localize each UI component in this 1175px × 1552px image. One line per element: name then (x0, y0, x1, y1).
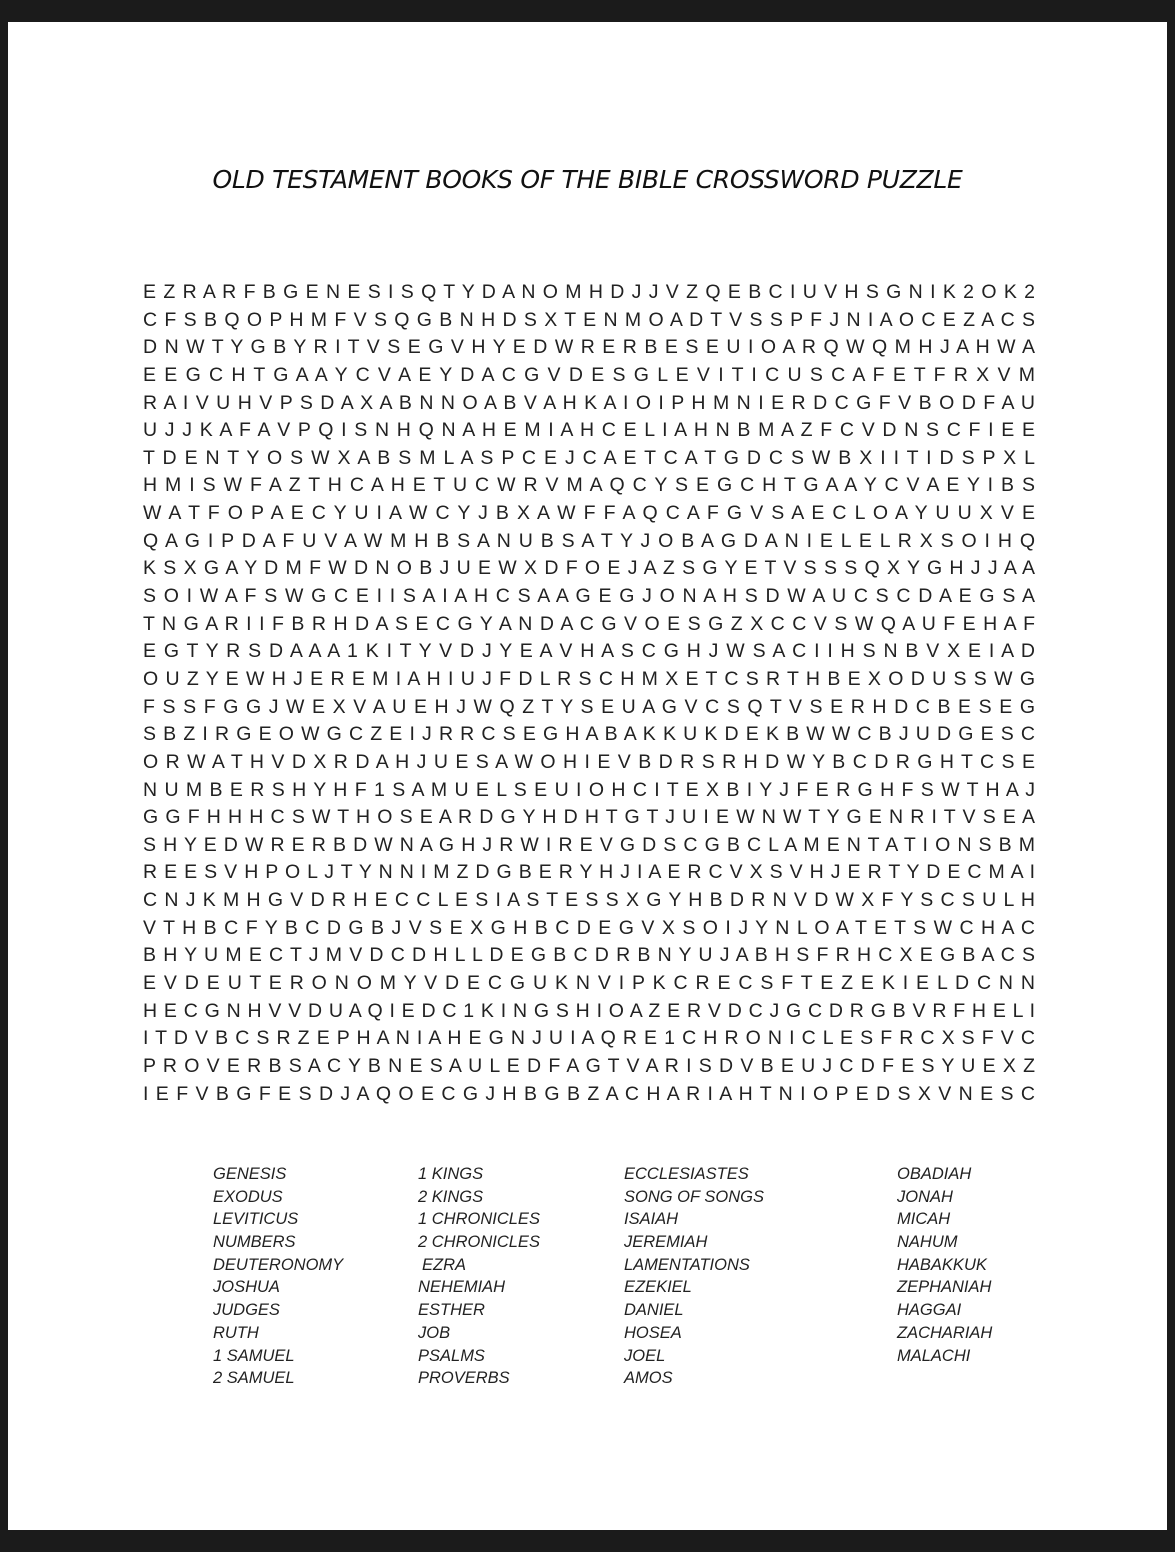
word-list-item: JOB (418, 1323, 451, 1342)
grid-row: T N G A R I I F B R H D A S E C G Y A N D A C G V O E S G Z X C C V S W Q A U F E H A F (143, 612, 1035, 635)
word-list-item: DANIEL (624, 1301, 684, 1320)
word-list-item: MICAH (897, 1210, 951, 1229)
word-list-item: ZACHARIAH (897, 1323, 993, 1342)
word-list-item: 2 CHRONICLES (418, 1233, 540, 1252)
word-list-item: JUDGES (213, 1301, 280, 1320)
grid-row: I E F V B G F E S D J A Q O E C G J H B G B Z A C H A R I A H T N I O P E D S X V N E S C (143, 1082, 1035, 1105)
grid-row: K S X G A Y D M F W D N O B J U E W X D F O E J A Z S G Y E T V S S S Q X Y G H J J A A (143, 557, 1035, 580)
word-list-column (418, 1163, 540, 1390)
word-list-item: DEUTERONOMY (213, 1255, 344, 1274)
word-list-item: AMOS (624, 1369, 673, 1388)
word-list-item: SONG OF SONGS (624, 1187, 764, 1206)
grid-row: E Z R A R F B G E N E S I S Q T Y D A N O M H D J J V Z Q E B C I U V H S G N I K 2 O K 2 (143, 281, 1035, 303)
word-list-item: JEREMIAH (624, 1233, 708, 1252)
word-list-item: PROVERBS (418, 1369, 510, 1388)
word-list-item: ECCLESIASTES (624, 1165, 749, 1183)
word-list-item: 1 SAMUEL (213, 1346, 295, 1365)
grid-row: Q A G I P D A F U V A W M H B S A N U B S A T Y J O B A G D A N I E L E L R X S O I H Q (143, 529, 1035, 552)
grid-row: H E C G N H V V D U A Q I E D C 1 K I N G S H I O A Z E R V D C J G C D R G B V R F H E L I (143, 999, 1035, 1022)
word-list-item: NAHUM (897, 1233, 958, 1252)
word-list-item: EZEKIEL (624, 1278, 692, 1297)
word-list-column (624, 1163, 764, 1390)
grid-row: E E G C H T G A A Y C V A E Y D A C G V D E S G L E V I T I C U S C A F E T F R X V M (143, 363, 1035, 386)
grid-row: N U M B E R S H Y H F 1 S A M U E L S E U I O H C I T E X B I Y J F E R G H F S W T H A J (143, 778, 1035, 801)
grid-row: W A T F O P A E C Y U I A W C Y J B X A W F F A Q C A F G V S A E C L O A Y U U X V E (143, 502, 1035, 525)
grid-row: G G F H H H C S W T H O S E A R D G Y H D H T G T J U I E W N W T Y G E N R I T V S E A (143, 806, 1035, 829)
grid-row: O U Z Y E W H J E R E M I A H I U J F D L R S C H M X E T C S R T H B E X O D U S S W G (143, 667, 1035, 690)
word-list-item: LAMENTATIONS (624, 1255, 750, 1274)
word-list-item: GENESIS (213, 1165, 287, 1183)
grid-row: O R W A T H V D X R D A H J U E S A W O H I E V B D R S R H D W Y B C D R G H T C S E (143, 750, 1035, 773)
grid-row: B H Y U M E C T J M V D C D H L L D E G B C D R B N Y U J A B H S F R H C X E G B A C S (143, 944, 1035, 967)
grid-row: D N W T Y G B Y R I T V S E G V H Y E D W R E R B E S E U I O A R Q W Q M H J A H W A (143, 336, 1035, 359)
grid-row: S O I W A F S W G C E I I S A I A H C S A A G E G J O N A H S D W A U C S C D A E G S A (143, 585, 1035, 608)
grid-row: E G T Y R S D A A A 1 K I T Y V D J Y E A V H A S C G H J W S A C I I H S N B V X E I A D (143, 640, 1035, 663)
word-list-item: 2 SAMUEL (213, 1369, 295, 1388)
grid-row: E V D E U T E R O N O M Y V D E C G U K N V I P K C R E C S F T E Z E K I E L D C N N (143, 972, 1035, 995)
word-list-column (897, 1163, 992, 1367)
word-list-item: JOEL (624, 1346, 666, 1365)
grid-row: H M I S W F A Z T H C A H E T U C W R V M A Q C Y S E G C H T G A A Y C V A E Y I B S (143, 474, 1035, 497)
word-list-column (213, 1163, 343, 1390)
grid-row: C F S B Q O P H M F V S Q G B N H D S X T E N M O A D T V S S P F J N I A O C E Z A C S (143, 308, 1035, 331)
word-list-item: HABAKKUK (897, 1255, 987, 1274)
word-list-item: RUTH (213, 1323, 259, 1342)
grid-row: F S S F G G J W E X V A U E H J W Q Z T Y S E U A G V C S Q T V S E R H D C B E S E G (143, 695, 1035, 718)
word-list-item: 2 KINGS (418, 1187, 484, 1206)
word-list-item: EXODUS (213, 1187, 283, 1206)
grid-row: S B Z I R G E O W G C Z E I J R R C S E G H A B A K K U K D E K B W W C B J U D G E S C (143, 723, 1035, 746)
grid-row: I T D V B C S R Z E P H A N I A H E G N J U I A Q R E 1 C H R O N I C L E S F R C X S F V C (143, 1027, 1035, 1050)
word-list-item: EZRA (422, 1255, 467, 1274)
word-list-item: ESTHER (418, 1301, 485, 1320)
word-list-item: ZEPHANIAH (897, 1278, 992, 1297)
grid-row: R E E S V H P O L J T Y N N I M Z D G B E R Y H J I A E R C V X S V H J E R T Y D E C M A I (143, 861, 1035, 884)
word-list-item: JOSHUA (213, 1278, 280, 1297)
grid-row: V T H B C F Y B C D G B J V S E X G H B C D E G V X S O I J Y N L O A T E T S W C H A C (143, 916, 1035, 939)
word-list-item: 1 CHRONICLES (418, 1210, 540, 1229)
grid-row: P R O V E R B S A C Y B N E S A U L E D F A G T V A R I S D V B E U J C D F E S Y U E X Z (143, 1054, 1035, 1077)
grid-row: U J J K A F A V P Q I S N H Q N A H E M I A H C E L I A H N B M A Z F C V D N S C F I E E (143, 419, 1035, 442)
page-title: OLD TESTAMENT BOOKS OF THE BIBLE CROSSWORD PUZZLE (212, 165, 963, 194)
word-list-item: PSALMS (418, 1346, 485, 1365)
grid-row: T D E N T Y O S W X A B S M L A S P C E J C A E T C A T G D C S W B X I I T I D S P X L (143, 446, 1035, 469)
grid-row: C N J K M H G V D R H E C C L E S I A S T E S S X G Y H B D R N V D W X F Y S C S U L H (143, 889, 1035, 912)
word-list-item: OBADIAH (897, 1165, 972, 1183)
word-list-item: 1 KINGS (418, 1165, 484, 1183)
word-list-item: HAGGAI (897, 1301, 962, 1320)
grid-row: S H Y E D W R E R B D W N A G H J R W I R E V G D S C G B C L A M E N T A T I O N S B M (143, 833, 1035, 856)
word-list-item: NEHEMIAH (418, 1278, 506, 1297)
word-list-item: HOSEA (624, 1323, 682, 1342)
word-list-item: LEVITICUS (213, 1210, 299, 1229)
word-list-item: NUMBERS (213, 1233, 296, 1252)
word-list-item: JONAH (897, 1187, 953, 1206)
word-list-item: ISAIAH (624, 1210, 679, 1229)
grid-row: R A I V U H V P S D A X A B N N O A B V A H K A I O I P H M N I E R D C G F V B O D F A U (143, 391, 1035, 414)
word-list-item: MALACHI (897, 1346, 971, 1365)
letter-grid (143, 279, 1035, 1108)
